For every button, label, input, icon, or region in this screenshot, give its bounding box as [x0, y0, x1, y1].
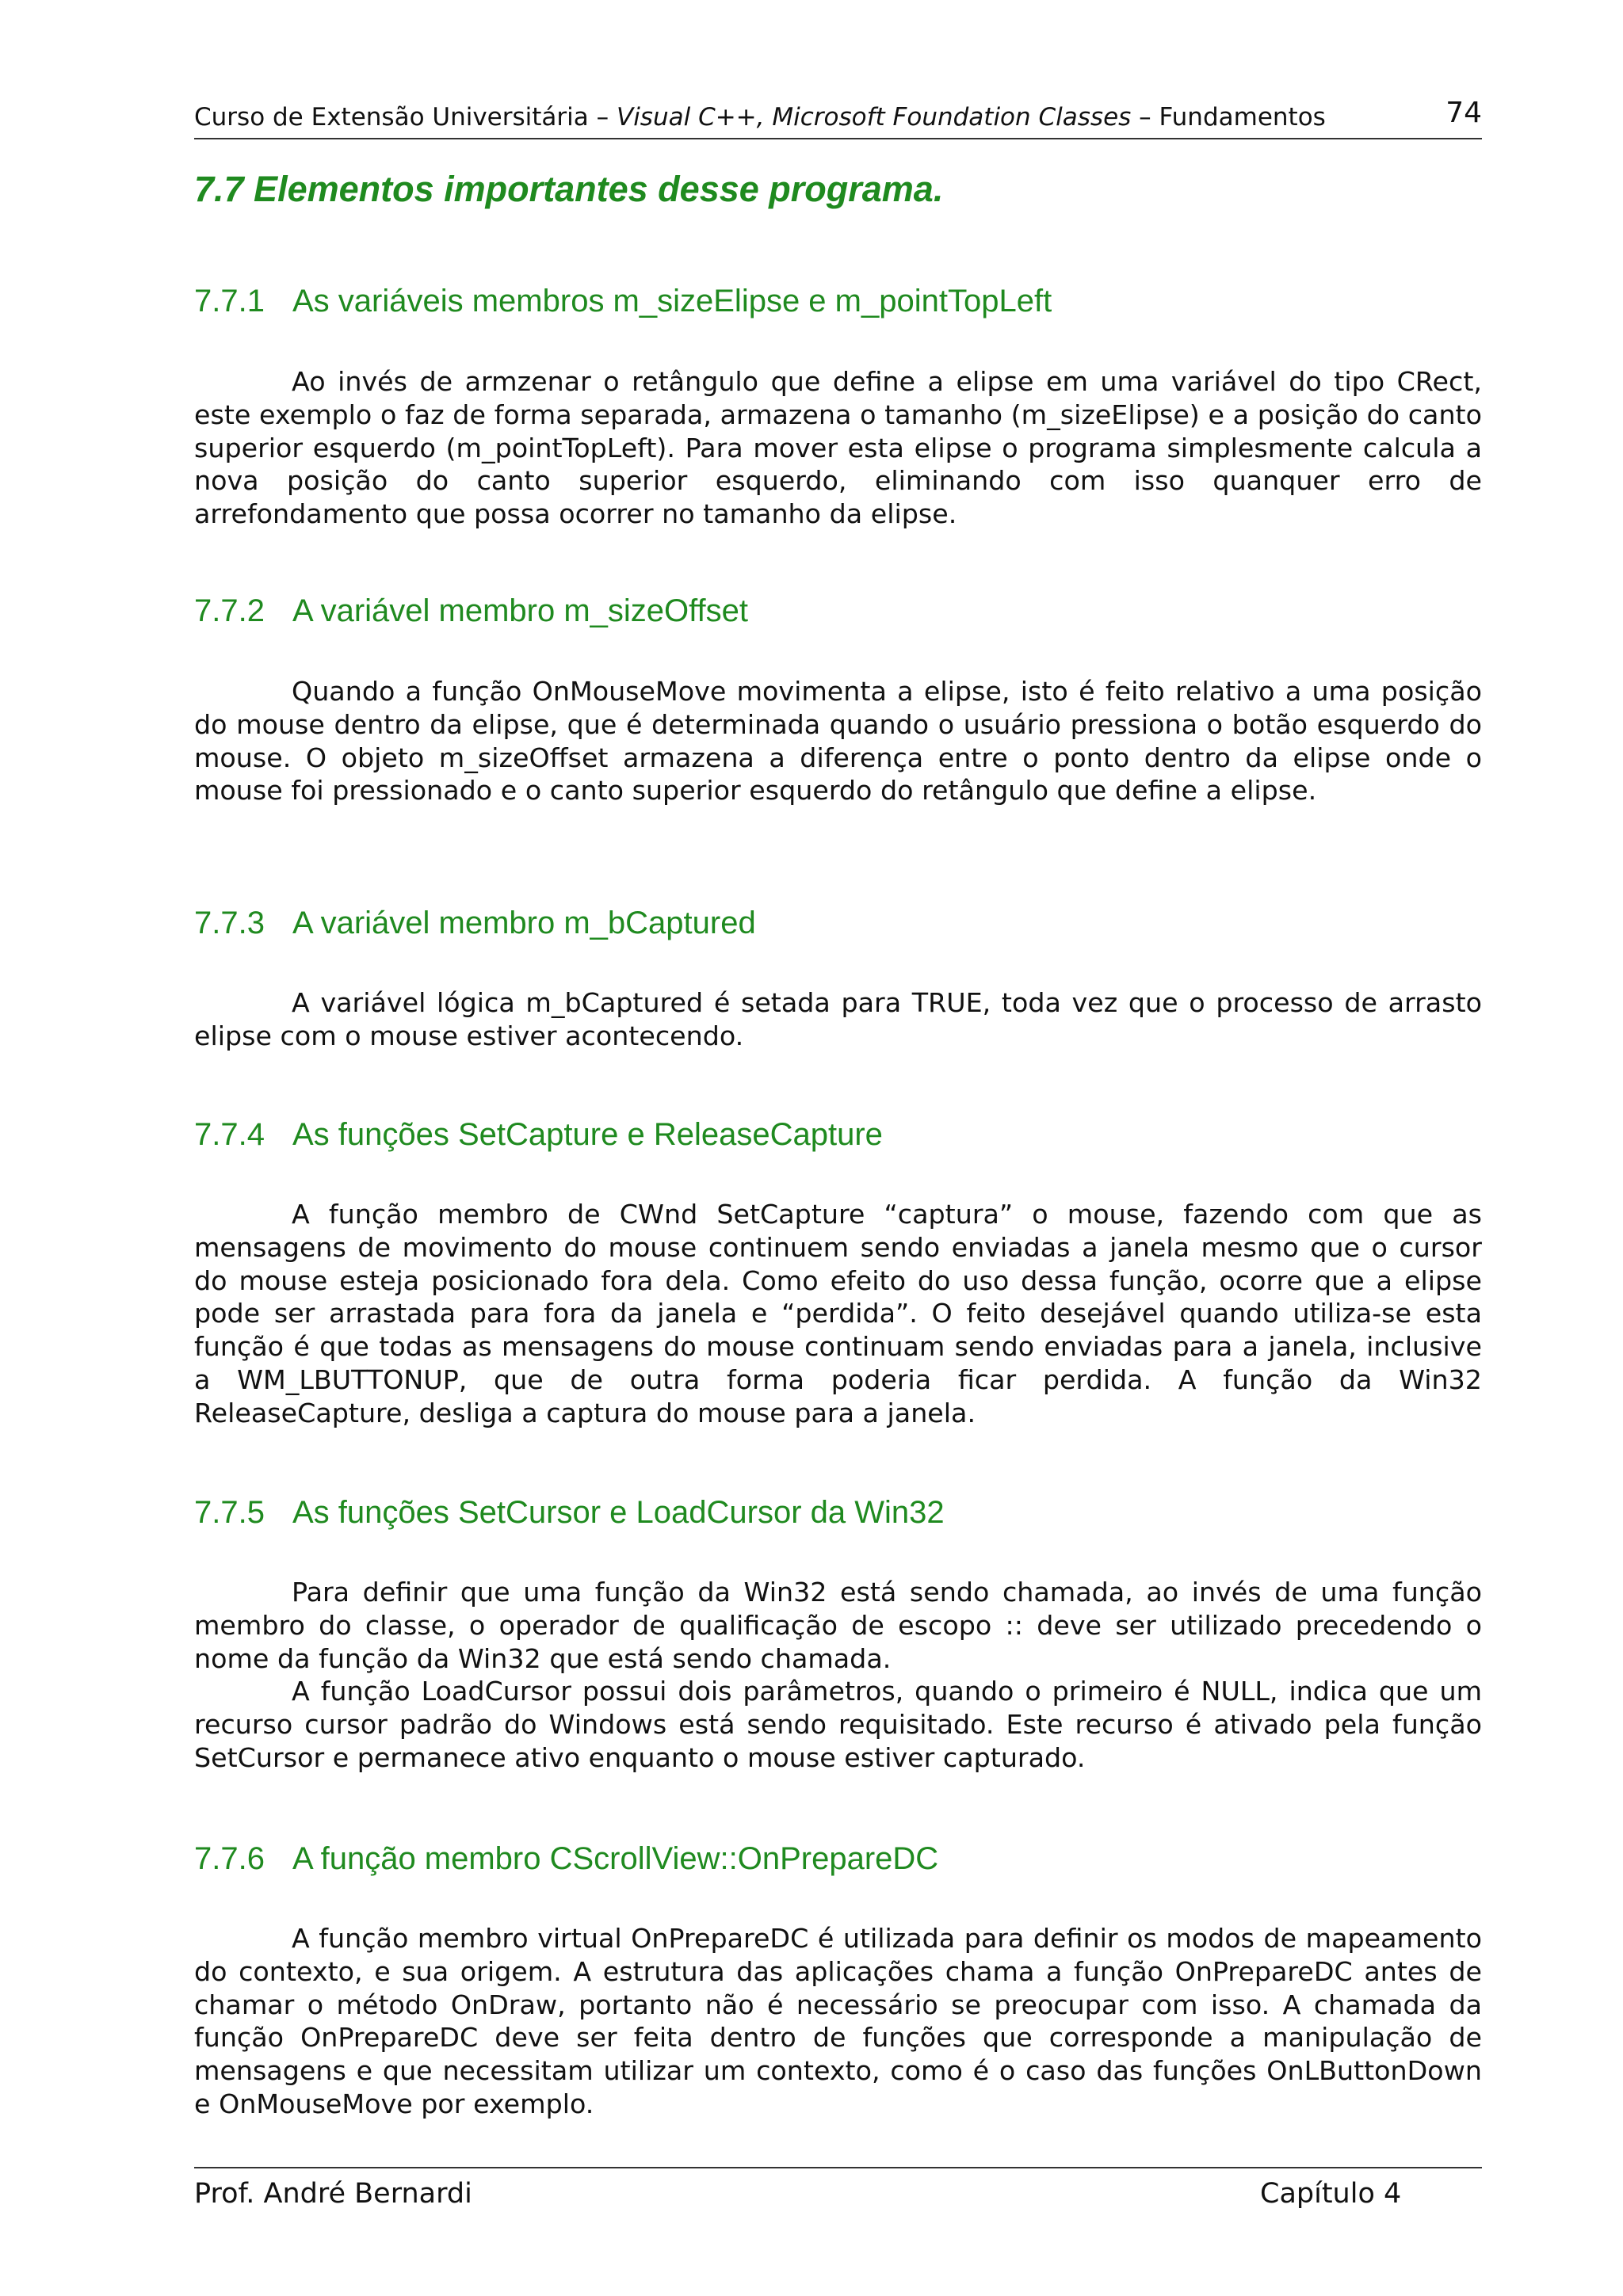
- paragraph: Ao invés de armzenar o retângulo que define a elipse em uma variável do tipo CRect, este exemplo o faz de forma separada, armazena o tamanho (m_sizeElipse) e a posição do canto superior esquerdo (m_pointTopLeft). Para mover esta elipse o programa simplesmente calcula a nova posição do canto superior esquerdo, eliminando com isso quanquer erro de arrefondamento que possa ocorrer no tamanho da elipse.: [194, 366, 1482, 530]
- paragraph-block: [194, 1576, 1482, 1775]
- subsection-heading: [194, 906, 756, 941]
- subsection-title: A variável membro m_bCaptured: [292, 906, 756, 940]
- subsection-title: A variável membro m_sizeOffset: [292, 593, 749, 628]
- paragraph: Quando a função OnMouseMove movimenta a elipse, isto é feito relativo a uma posição do mouse dentro da elipse, que é determinada quando o usuário pressiona o botão esquerdo do mouse. O objeto m_sizeOffset armazena a diferença entre o ponto dentro da elipse onde o mouse foi pressionado e o canto superior esquerdo do retângulo que define a elipse.: [194, 676, 1482, 807]
- paragraph-block: [194, 986, 1482, 1053]
- subsection-title: A função membro CScrollView::OnPrepareDC: [292, 1841, 939, 1876]
- section-title: 7.7 Elementos importantes desse programa.: [194, 169, 944, 209]
- paragraph: A função membro virtual OnPrepareDC é utilizada para definir os modos de mapeamento do contexto, e sua origem. A estrutura das aplicações chama a função OnPrepareDC antes de chamar o método OnDraw, portanto não é necessário se preocupar com isso. A chamada da função OnPrepareDC deve ser feita dentro de funções que corresponde a manipulação de mensagens e que necessitam utilizar um contexto, como é o caso das funções OnLButtonDown e OnMouseMove por exemplo.: [194, 1923, 1482, 2119]
- paragraph: A função membro de CWnd SetCapture “captura” o mouse, fazendo com que as mensagens de movimento do mouse continuem sendo enviadas a janela mesmo que o cursor do mouse esteja posicionado fora dela. Como efeito do uso dessa função, ocorre que a elipse pode ser arrastada para fora da janela e “perdida”. O feito desejável quando utiliza-se esta função é que todas as mensagens do mouse continuam sendo enviadas para a janela, inclusive a WM_LBUTTONUP, que de outra forma poderia ficar perdida. A função da Win32 ReleaseCapture, desliga a captura do mouse para a janela.: [194, 1199, 1482, 1428]
- subsection-number: 7.7.5: [194, 1495, 265, 1530]
- paragraph: A função LoadCursor possui dois parâmetros, quando o primeiro é NULL, indica que um recurso cursor padrão do Windows está sendo requisitado. Este recurso é ativado pela função SetCursor e permanece ativo enquanto o mouse estiver capturado.: [194, 1676, 1482, 1773]
- page-header: [194, 93, 1482, 139]
- subsection-heading: [194, 1841, 938, 1877]
- paragraph: Para definir que uma função da Win32 está sendo chamada, ao invés de uma função membro do classe, o operador de qualificação de escopo :: deve ser utilizado precedendo o nome da função da Win32 que está sendo chamada.: [194, 1577, 1482, 1674]
- author: Prof. André Bernardi: [194, 2178, 472, 2210]
- subsection-number: 7.7.3: [194, 906, 265, 940]
- course-italic: Visual C++, Microsoft Foundation Classes: [616, 103, 1132, 132]
- subsection-heading: [194, 284, 1052, 319]
- subsection-heading: [194, 1495, 945, 1531]
- paragraph-block: [194, 1922, 1482, 2121]
- paragraph: A variável lógica m_bCaptured é setada para TRUE, toda vez que o processo de arrasto elipse com o mouse estiver acontecendo.: [194, 987, 1482, 1051]
- course-prefix: Curso de Extensão Universitária –: [194, 103, 617, 132]
- subsection-title: As variáveis membros m_sizeElipse e m_pointTopLeft: [292, 284, 1052, 318]
- course-title: [194, 103, 1326, 132]
- course-suffix: – Fundamentos: [1131, 103, 1326, 132]
- page-number: 74: [1445, 97, 1482, 129]
- subsection-number: 7.7.4: [194, 1117, 265, 1152]
- subsection-heading: [194, 593, 748, 629]
- chapter-label: Capítulo 4: [1260, 2178, 1402, 2210]
- paragraph-block: [194, 1198, 1482, 1430]
- subsection-title: As funções SetCursor e LoadCursor da Win32: [292, 1495, 945, 1530]
- page-footer: [194, 2167, 1482, 2210]
- subsection-number: 7.7.2: [194, 593, 265, 628]
- paragraph-block: [194, 365, 1482, 531]
- subsection-number: 7.7.1: [194, 284, 265, 318]
- subsection-heading: [194, 1117, 883, 1153]
- subsection-number: 7.7.6: [194, 1841, 265, 1876]
- paragraph-block: [194, 675, 1482, 807]
- subsection-title: As funções SetCapture e ReleaseCapture: [292, 1117, 883, 1152]
